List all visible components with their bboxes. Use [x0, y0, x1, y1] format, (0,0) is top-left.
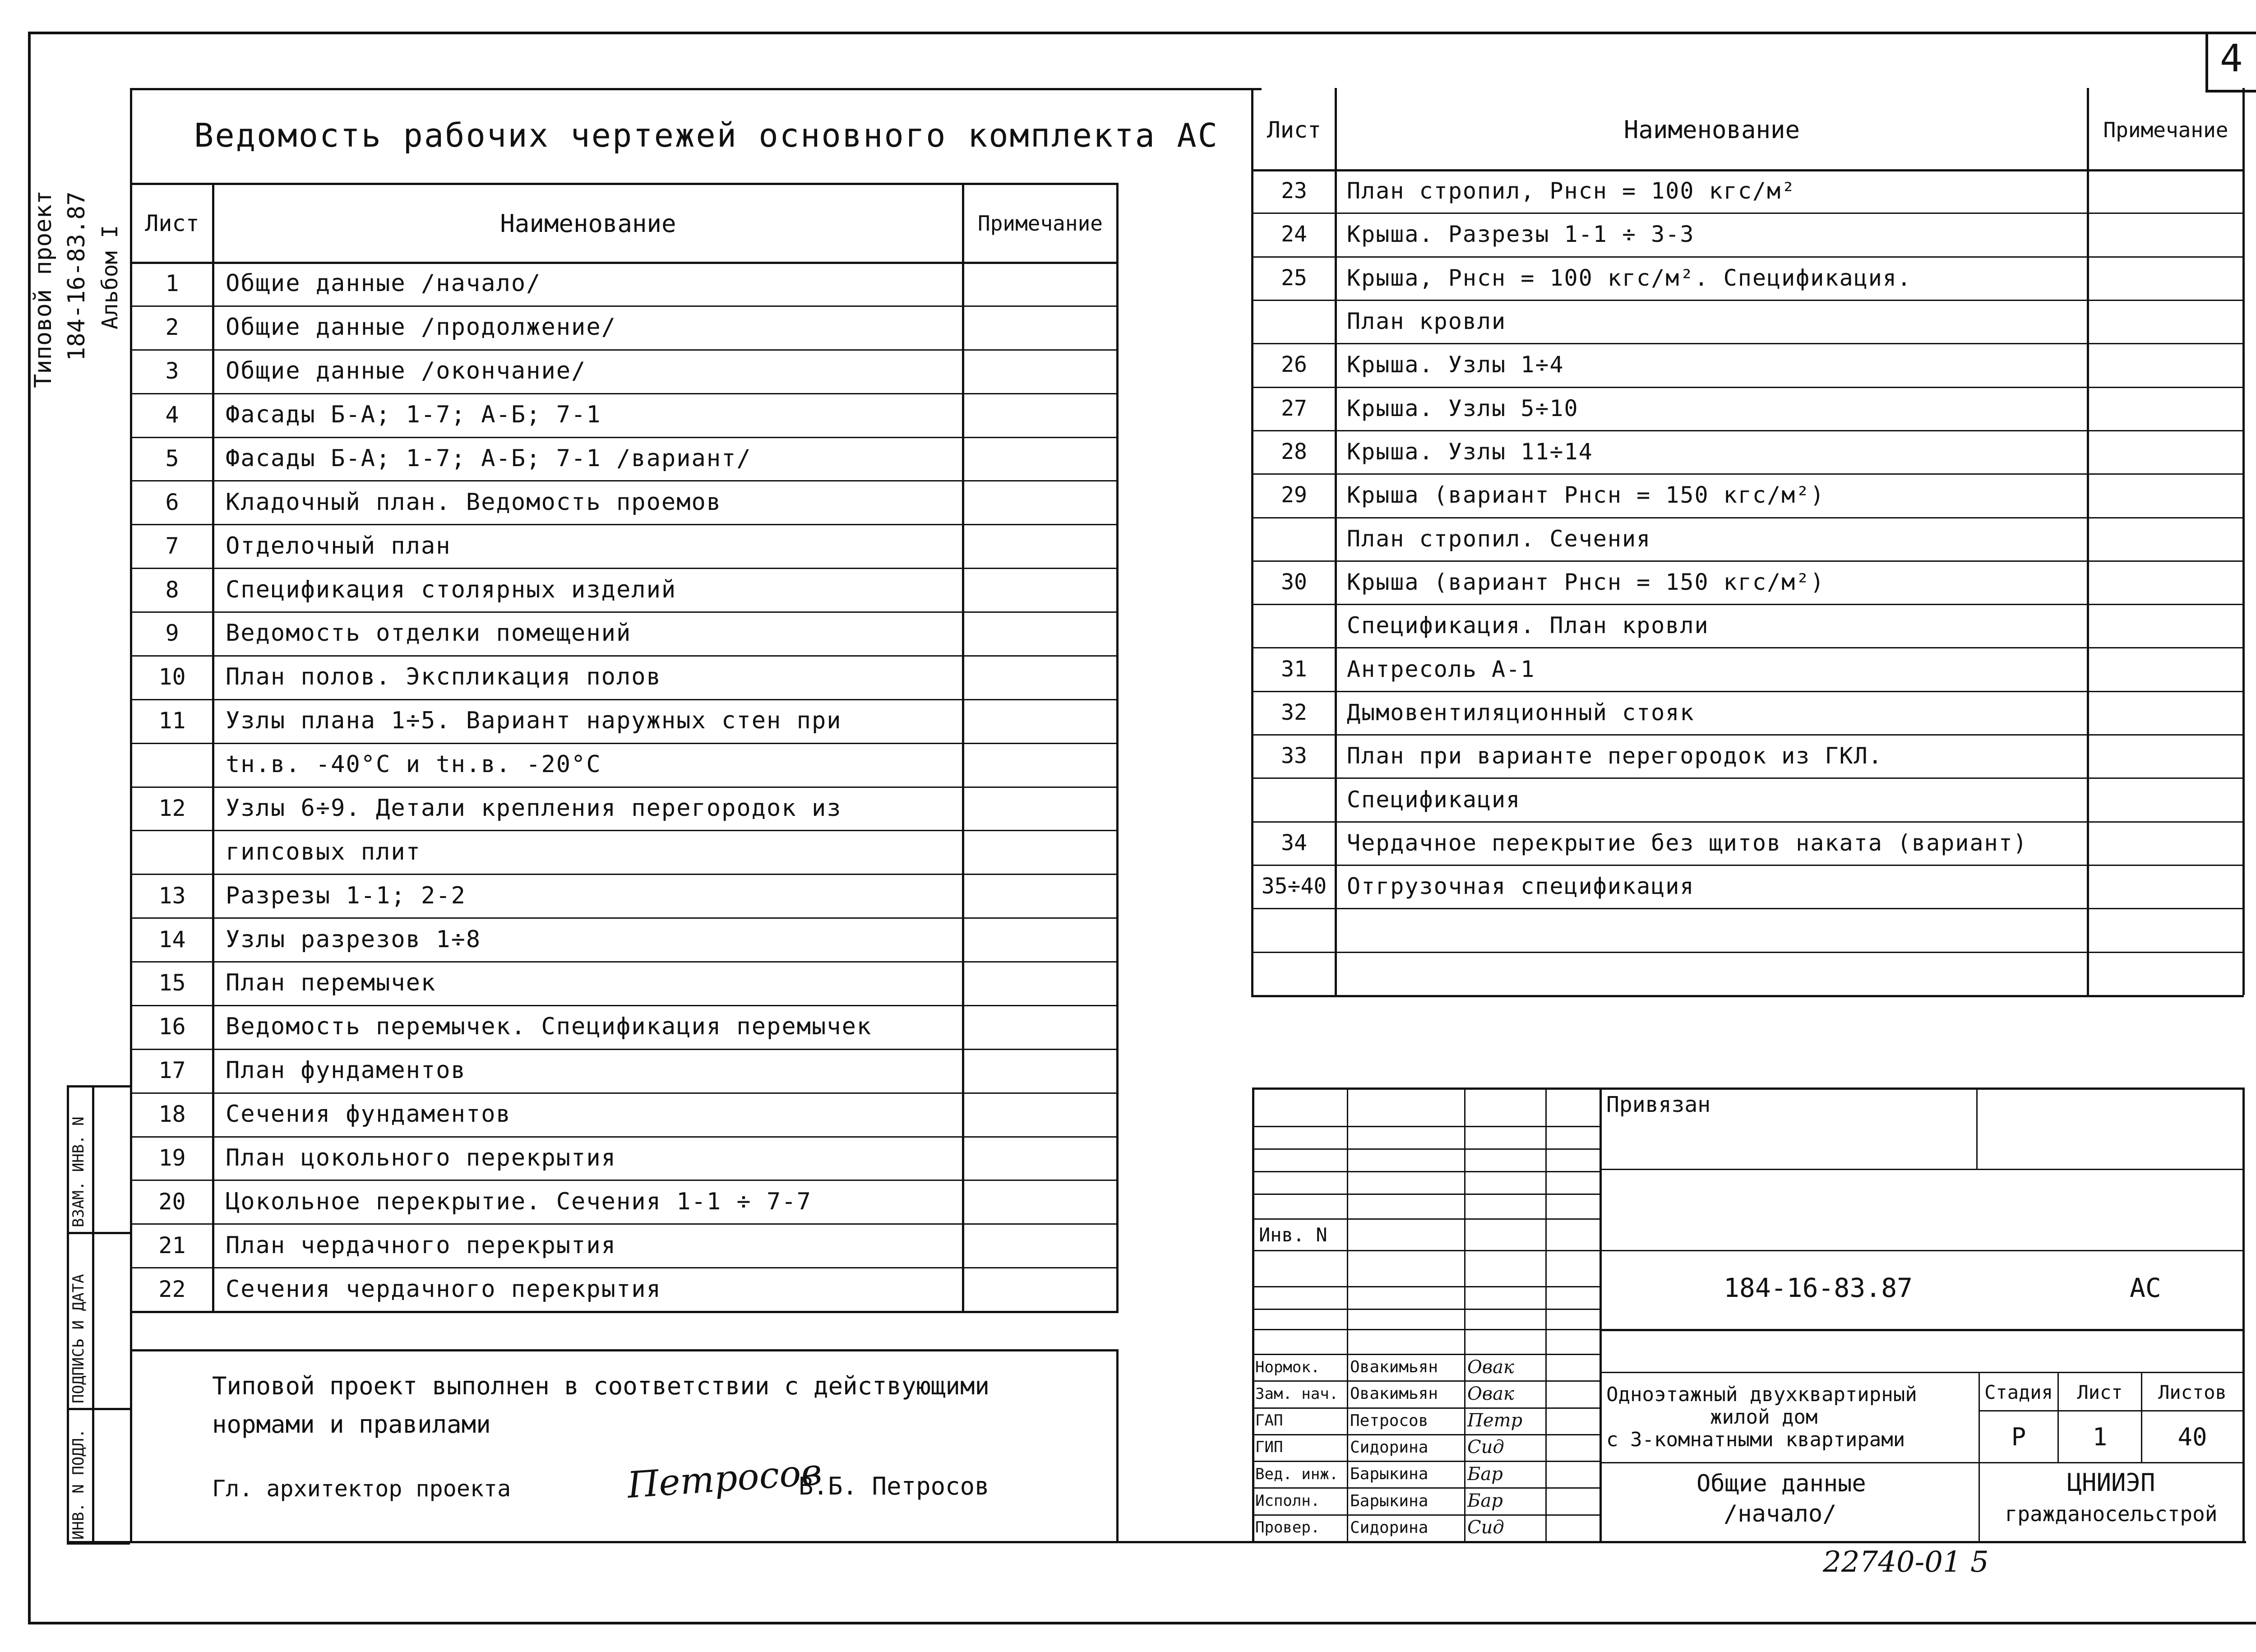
left-row-name: Общие данные /начало/	[226, 270, 541, 297]
staff-name: Овакимьян	[1350, 1384, 1438, 1403]
doc-mark: АС	[2130, 1273, 2161, 1303]
right-header-name: Наименование	[1623, 116, 1800, 144]
left-row-name: План перемычек	[226, 969, 436, 997]
right-row-name: План стропил, Рнсн = 100 кгс/м²	[1347, 178, 1796, 204]
left-row-sheet: 2	[165, 314, 179, 341]
right-row-name: Крыша. Узлы 1÷4	[1347, 352, 1564, 378]
inv-n-label: Инв. N	[1259, 1224, 1327, 1246]
sheets-value: 40	[2177, 1422, 2207, 1451]
right-row-sheet	[1253, 777, 1335, 821]
right-row-name: План кровли	[1347, 308, 1507, 335]
left-row-sheet: 21	[158, 1232, 186, 1259]
right-row-name	[1347, 952, 2082, 995]
right-row-sheet: 24	[1281, 222, 1307, 247]
architect-name: В.Б. Петросов	[799, 1472, 989, 1500]
right-row-name: Спецификация. План кровли	[1347, 612, 1709, 639]
right-row-name: Крыша. Узлы 5÷10	[1347, 395, 1579, 421]
left-row-sheet: 6	[165, 489, 179, 515]
left-row-name: Общие данные /окончание/	[226, 357, 587, 385]
left-row-name: Узлы плана 1÷5. Вариант наружных стен при	[226, 707, 842, 735]
right-row-name: Антресоль А-1	[1347, 656, 1535, 682]
right-row-name: Крыша (вариант Рнсн = 150 кгс/м²)	[1347, 569, 1825, 595]
left-row-name: Фасады Б-А; 1-7; А-Б; 7-1	[226, 401, 601, 429]
left-header-name: Наименование	[500, 209, 676, 238]
staff-name: Барыкина	[1350, 1465, 1428, 1484]
left-row-sheet: 5	[165, 445, 179, 472]
sheet-value: 1	[2092, 1422, 2108, 1451]
project-name-l3: с 3-комнатными квартирами	[1606, 1428, 1905, 1451]
right-row-sheet	[1253, 952, 1335, 995]
right-row-name: Чердачное перекрытие без щитов наката (вариант)	[1347, 829, 2028, 856]
sheets-label: Листов	[2158, 1381, 2227, 1403]
sheet-label: Лист	[2077, 1381, 2123, 1403]
project-name-l1: Одноэтажный двухквартирный	[1606, 1383, 1917, 1406]
left-row-name: Цокольное перекрытие. Сечения 1-1 ÷ 7-7	[226, 1188, 812, 1215]
staff-signature: Сид	[1467, 1517, 1504, 1538]
left-row-name: tн.в. -40°С и tн.в. -20°С	[226, 751, 601, 778]
left-row-name: План фундаментов	[226, 1057, 466, 1084]
right-row-sheet: 35÷40	[1261, 874, 1327, 899]
left-row-sheet: 8	[165, 576, 179, 603]
org-l1: ЦНИИЭП	[2067, 1468, 2155, 1497]
left-row-sheet	[132, 830, 212, 874]
right-row-sheet: 31	[1281, 656, 1307, 682]
left-row-name: гипсовых плит	[226, 838, 421, 865]
left-row-name: Кладочный план. Ведомость проемов	[226, 488, 722, 516]
left-row-sheet: 17	[158, 1057, 186, 1084]
staff-name: Сидорина	[1350, 1438, 1428, 1457]
left-row-sheet: 18	[158, 1101, 186, 1128]
architect-signature: Петросов	[626, 1451, 823, 1506]
right-row-sheet	[1253, 517, 1335, 560]
side-stamp-line3: Альбом I	[97, 225, 123, 329]
left-row-name: План цокольного перекрытия	[226, 1144, 616, 1171]
staff-name: Сидорина	[1350, 1518, 1428, 1537]
staff-role: Нормок.	[1255, 1358, 1320, 1376]
left-table-title: Ведомость рабочих чертежей основного комплекта АС	[194, 116, 1219, 154]
left-row-sheet: 20	[158, 1188, 186, 1215]
note-line1: Типовой проект выполнен в соответствии с действующими	[212, 1372, 990, 1400]
staff-signature: Сид	[1467, 1437, 1504, 1458]
sheet-name-l2: /начало/	[1724, 1500, 1837, 1527]
left-row-sheet: 12	[158, 795, 186, 821]
left-row-name: План полов. Экспликация полов	[226, 663, 661, 691]
right-header-sheet: Лист	[1267, 116, 1322, 143]
right-row-sheet: 34	[1281, 830, 1307, 856]
left-row-name: Ведомость отделки помещений	[226, 620, 632, 647]
left-row-name: Отделочный план	[226, 532, 451, 560]
staff-signature: Овак	[1467, 1383, 1514, 1404]
right-row-sheet: 27	[1281, 395, 1307, 421]
side-stamp-line2: 184-16-83.87	[63, 191, 90, 361]
architect-label: Гл. архитектор проекта	[212, 1476, 511, 1502]
staff-role: ГАП	[1255, 1411, 1283, 1430]
archive-number: 22740-01 5	[1823, 1546, 1989, 1579]
staff-signature: Овак	[1467, 1356, 1514, 1378]
staff-signature: Бар	[1467, 1490, 1503, 1512]
staff-name: Овакимьян	[1350, 1358, 1438, 1377]
staff-role: Вед. инж.	[1255, 1465, 1339, 1483]
left-row-name: Разрезы 1-1; 2-2	[226, 882, 466, 909]
left-row-name: Узлы 6÷9. Детали крепления перегородок из	[226, 794, 842, 822]
stage-value: Р	[2011, 1422, 2026, 1451]
privyazan-label: Привязан	[1606, 1092, 1711, 1117]
right-row-name: Спецификация	[1347, 786, 1521, 813]
staff-role: Провер.	[1255, 1518, 1320, 1537]
left-row-name: Общие данные /продолжение/	[226, 314, 616, 341]
right-row-sheet: 29	[1281, 482, 1307, 508]
right-row-name: Дымовентиляционный стояк	[1347, 699, 1695, 726]
right-row-name: План при варианте перегородок из ГКЛ.	[1347, 743, 1883, 769]
right-row-name	[1347, 908, 2082, 951]
stage-label: Стадия	[1984, 1381, 2053, 1403]
staff-role: Зам. нач.	[1255, 1384, 1339, 1403]
left-row-sheet: 19	[158, 1144, 186, 1171]
left-row-sheet	[132, 743, 212, 787]
staff-role: Исполн.	[1255, 1492, 1320, 1510]
left-row-sheet: 1	[165, 270, 179, 297]
right-row-sheet	[1253, 908, 1335, 951]
org-l2: гражданосельстрой	[2005, 1502, 2218, 1526]
right-row-sheet: 33	[1281, 743, 1307, 769]
left-row-sheet: 4	[165, 402, 179, 428]
left-row-sheet: 13	[158, 882, 186, 909]
left-row-name: Спецификация столярных изделий	[226, 576, 677, 603]
sheet-name-l1: Общие данные	[1697, 1470, 1866, 1497]
staff-signature: Петр	[1467, 1410, 1523, 1431]
side-stamp-line1: Типовой проект	[30, 190, 57, 388]
left-row-sheet: 7	[165, 532, 179, 559]
right-row-name: План стропил. Сечения	[1347, 525, 1651, 552]
staff-signature: Бар	[1467, 1463, 1503, 1485]
left-row-sheet: 22	[158, 1276, 186, 1302]
left-row-name: Сечения фундаментов	[226, 1101, 511, 1128]
left-row-sheet: 15	[158, 970, 186, 996]
right-row-name: Крыша, Рнсн = 100 кгс/м². Спецификация.	[1347, 264, 1912, 291]
left-row-name: Узлы разрезов 1÷8	[226, 925, 481, 953]
left-row-name: План чердачного перекрытия	[226, 1231, 616, 1259]
right-row-name: Крыша (вариант Рнсн = 150 кгс/м²)	[1347, 482, 1825, 509]
right-row-name: Крыша. Разрезы 1-1 ÷ 3-3	[1347, 221, 1695, 248]
stamp-inv: ИНВ. N ПОДЛ.	[69, 1429, 88, 1540]
right-row-sheet: 28	[1281, 439, 1307, 465]
right-row-sheet: 30	[1281, 569, 1307, 595]
left-header-note: Примечание	[978, 211, 1103, 236]
left-row-sheet: 9	[165, 620, 179, 647]
left-row-name: Ведомость перемычек. Спецификация перемычек	[226, 1013, 872, 1041]
right-row-sheet: 26	[1281, 352, 1307, 378]
left-row-sheet: 3	[165, 358, 179, 384]
doc-code: 184-16-83.87	[1724, 1273, 1913, 1303]
left-row-name: Сечения чердачного перекрытия	[226, 1275, 661, 1303]
right-row-name: Отгрузочная спецификация	[1347, 873, 1695, 900]
right-row-name: Крыша. Узлы 11÷14	[1347, 439, 1593, 465]
project-name-l2: жилой дом	[1710, 1406, 1818, 1429]
left-row-sheet: 10	[158, 664, 186, 690]
left-row-sheet: 16	[158, 1013, 186, 1040]
stamp-vzam: ВЗАМ. ИНВ. N	[69, 1116, 88, 1227]
right-row-sheet: 32	[1281, 699, 1307, 725]
right-row-sheet: 25	[1281, 265, 1307, 291]
right-row-sheet: 23	[1281, 178, 1307, 204]
right-header-note: Примечание	[2103, 117, 2228, 142]
right-row-sheet	[1253, 300, 1335, 343]
note-line2: нормами и правилами	[212, 1410, 491, 1439]
staff-role: ГИП	[1255, 1438, 1283, 1457]
sheet-number: 4	[2220, 36, 2243, 80]
right-row-sheet	[1253, 604, 1335, 647]
left-row-sheet: 14	[158, 926, 186, 953]
left-row-name: Фасады Б-А; 1-7; А-Б; 7-1 /вариант/	[226, 444, 752, 472]
left-header-sheet: Лист	[145, 210, 199, 236]
staff-name: Петросов	[1350, 1411, 1428, 1430]
stamp-podpis: ПОДПИСЬ И ДАТА	[69, 1274, 88, 1403]
left-row-sheet: 11	[158, 708, 186, 734]
staff-name: Барыкина	[1350, 1491, 1428, 1510]
